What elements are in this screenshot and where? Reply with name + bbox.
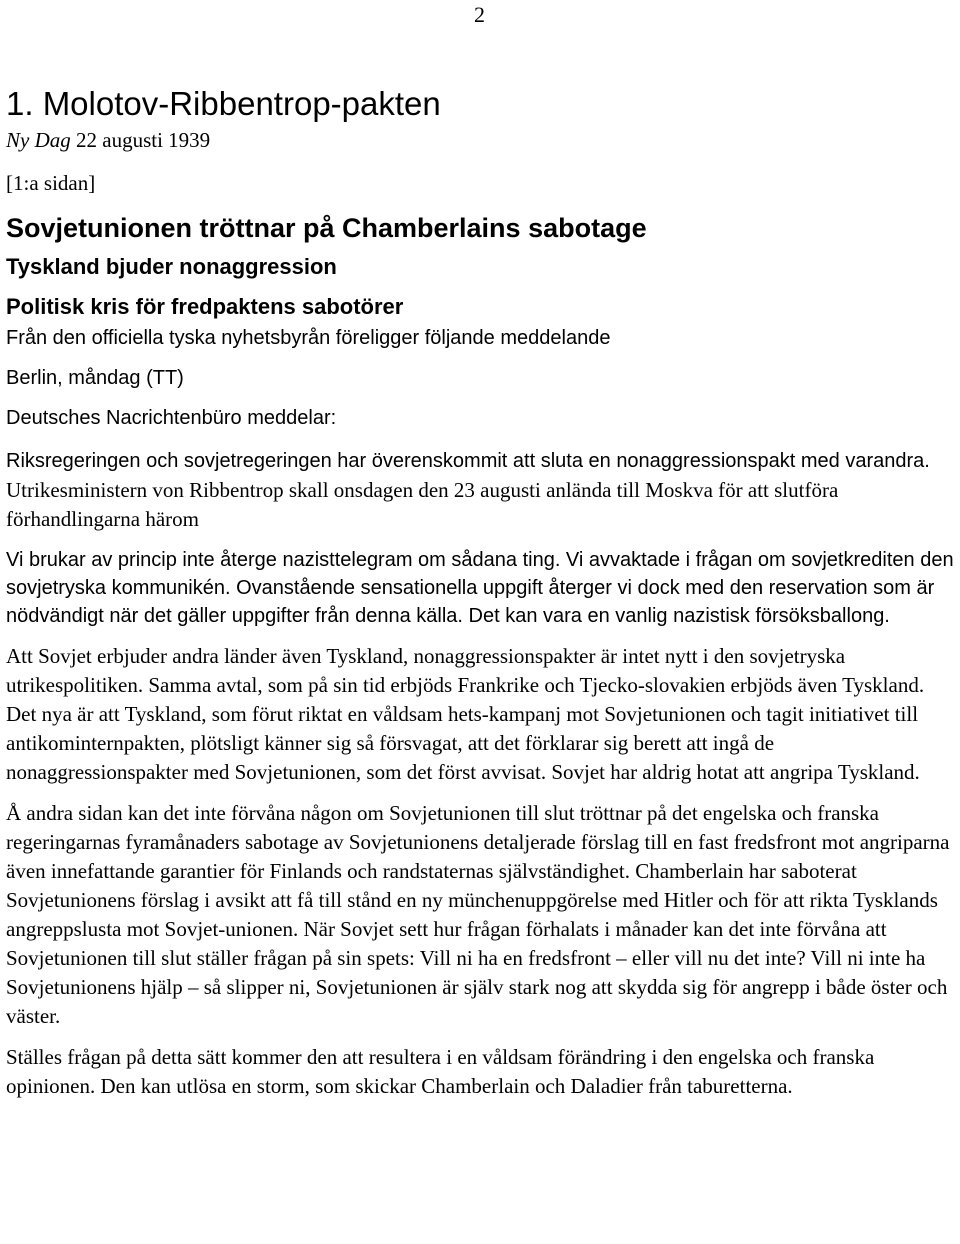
headline: Sovjetunionen tröttnar på Chamberlains sabotage bbox=[6, 213, 647, 243]
report-serif-text: Utrikesministern von Ribbentrop skall onsdagen den 23 augusti anlända till Moskva för att slutföra förhandlingarna härom bbox=[6, 478, 839, 531]
report-paragraph bbox=[6, 446, 958, 534]
report-sans-text: Riksregeringen och sovjetregeringen har överenskommit att sluta en nonaggressionspakt med varandra. bbox=[6, 450, 930, 472]
subheadline-2: Politisk kris för fredpaktens sabotörer bbox=[6, 294, 404, 319]
paragraph-1: Att Sovjet erbjuder andra länder även Tyskland, nonaggressionspakter är intet nytt i den sovjetryska utrikespolitiken. Samma avtal, som på sin tid erbjöds Frankrike och Tjecko-slovakien erbjöds även Tyskland. Det nya är att Tyskland, som förut riktat en våldsam hets-kampanj mot Sovjetunionen och tagit initiativet till antikominternpakten, plötsligt känner sig så försvagat, att det förklarar sig berett att ingå de nonaggressionspakter med Sovjetunionen, som det först avvisat. Sovjet har aldrig hotat att angripa Tyskland. bbox=[6, 644, 925, 784]
chapter-title: 1. Molotov-Ribbentrop-pakten bbox=[6, 85, 441, 122]
paragraph-3: Ställes frågan på detta sätt kommer den att resultera i en våldsam förändring i den engelska och franska opinionen. Den kan utlösa en storm, som skickar Chamberlain och Daladier från taburetterna. bbox=[6, 1045, 875, 1098]
document-body bbox=[6, 82, 958, 1101]
page-reference: [1:a sidan] bbox=[6, 171, 96, 195]
intro-line-1: Från den officiella tyska nyhetsbyrån föreligger följande meddelande bbox=[6, 327, 611, 349]
source-line bbox=[6, 126, 958, 155]
intro-line-3: Deutsches Nacrichtenbüro meddelar: bbox=[6, 407, 337, 429]
page-number: 2 bbox=[474, 2, 485, 27]
intro-line-2: Berlin, måndag (TT) bbox=[6, 367, 184, 389]
paragraph-2: Å andra sidan kan det inte förvåna någon om Sovjetunionen till slut tröttnar på det engelska och franska regeringarnas fyramånaders sabotage av Sovjetunionens detaljerade förslag till en fast fredsfront mot angriparna även innefattande garantier för Finlands och randstaternas självständighet. Chamberlain har saboterat Sovjetunionens förslag i avsikt att få till stånd en ny münchenuppgörelse med Hitler och för att rikta Tysklands angreppslusta mot Sovjet-unionen. När Sovjet sett hur frågan förhalats i månader kan det inte förvåna att Sovjetunionen till slut ställer frågan på sin spets: Vill ni ha en fredsfront – eller vill nu det inte? Vill ni inte ha Sovjetunionens hjälp – så slipper ni, Sovjetunionen är själv stark nog att skydda sig för angrepp i både öster och väster. bbox=[6, 801, 950, 1028]
publication-date: 22 augusti 1939 bbox=[76, 128, 211, 152]
subheadline-1: Tyskland bjuder nonaggression bbox=[6, 254, 337, 279]
editorial-comment: Vi brukar av princip inte återge nazisttelegram om sådana ting. Vi avvaktade i frågan om sovjetkrediten den sovjetryska kommunikén. Ovanstående sensationella uppgift återger vi dock med den reservation som är nödvändigt när det gäller uppgifter från denna källa. Det kan vara en vanlig nazistisk försöksballong. bbox=[6, 549, 954, 627]
publication-name: Ny Dag bbox=[6, 128, 71, 152]
